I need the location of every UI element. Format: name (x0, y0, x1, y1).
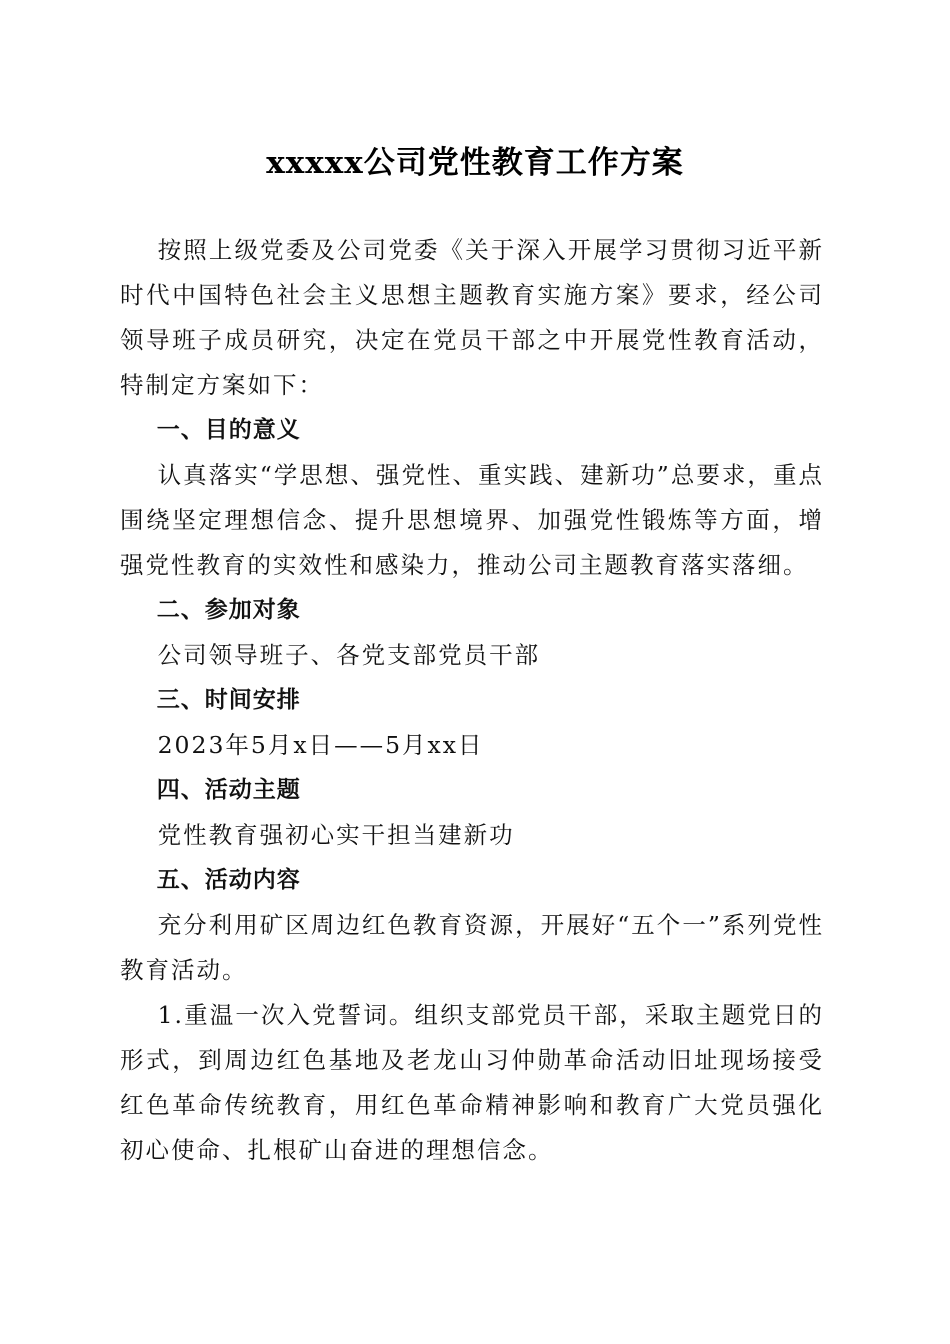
section-text-content: 充分利用矿区周边红色教育资源，开展好“五个一”系列党性教育活动。 (120, 911, 824, 984)
section-heading-participants: 二、参加对象 (156, 597, 301, 623)
section-heading-schedule: 三、时间安排 (156, 687, 301, 713)
document-title: xxxxx公司党性教育工作方案 (266, 145, 684, 181)
section-text-schedule: 2023年5月x日——5月xx日 (157, 731, 484, 759)
intro-paragraph: 按照上级党委及公司党委《关于深入开展学习贯彻习近平新时代中国特色社会主义思想主题教育实施方案》要求，经公司领导班子成员研究，决定在党员干部之中开展党性教育活动，特制定方案如下： (120, 236, 824, 399)
section-text-theme: 党性教育强初心实干担当建新功 (157, 821, 515, 849)
section-text-participants: 公司领导班子、各党支部党员干部 (157, 641, 541, 669)
section-heading-content: 五、活动内容 (156, 867, 301, 893)
document-body (120, 228, 824, 1173)
content-item-1: 1.重温一次入党誓词。组织支部党员干部，采取主题党日的形式，到周边红色基地及老龙山习仲勋革命活动旧址现场接受红色革命传统教育，用红色革命精神影响和教育广大党员强化初心使命、扎根矿山奋进的理想信念。 (120, 1001, 824, 1164)
section-heading-theme: 四、活动主题 (156, 777, 301, 803)
section-heading-purpose: 一、目的意义 (156, 417, 301, 443)
section-text-purpose: 认真落实“学思想、强党性、重实践、建新功”总要求，重点围绕坚定理想信念、提升思想境界、加强党性锻炼等方面，增强党性教育的实效性和感染力，推动公司主题教育落实落细。 (120, 461, 824, 579)
